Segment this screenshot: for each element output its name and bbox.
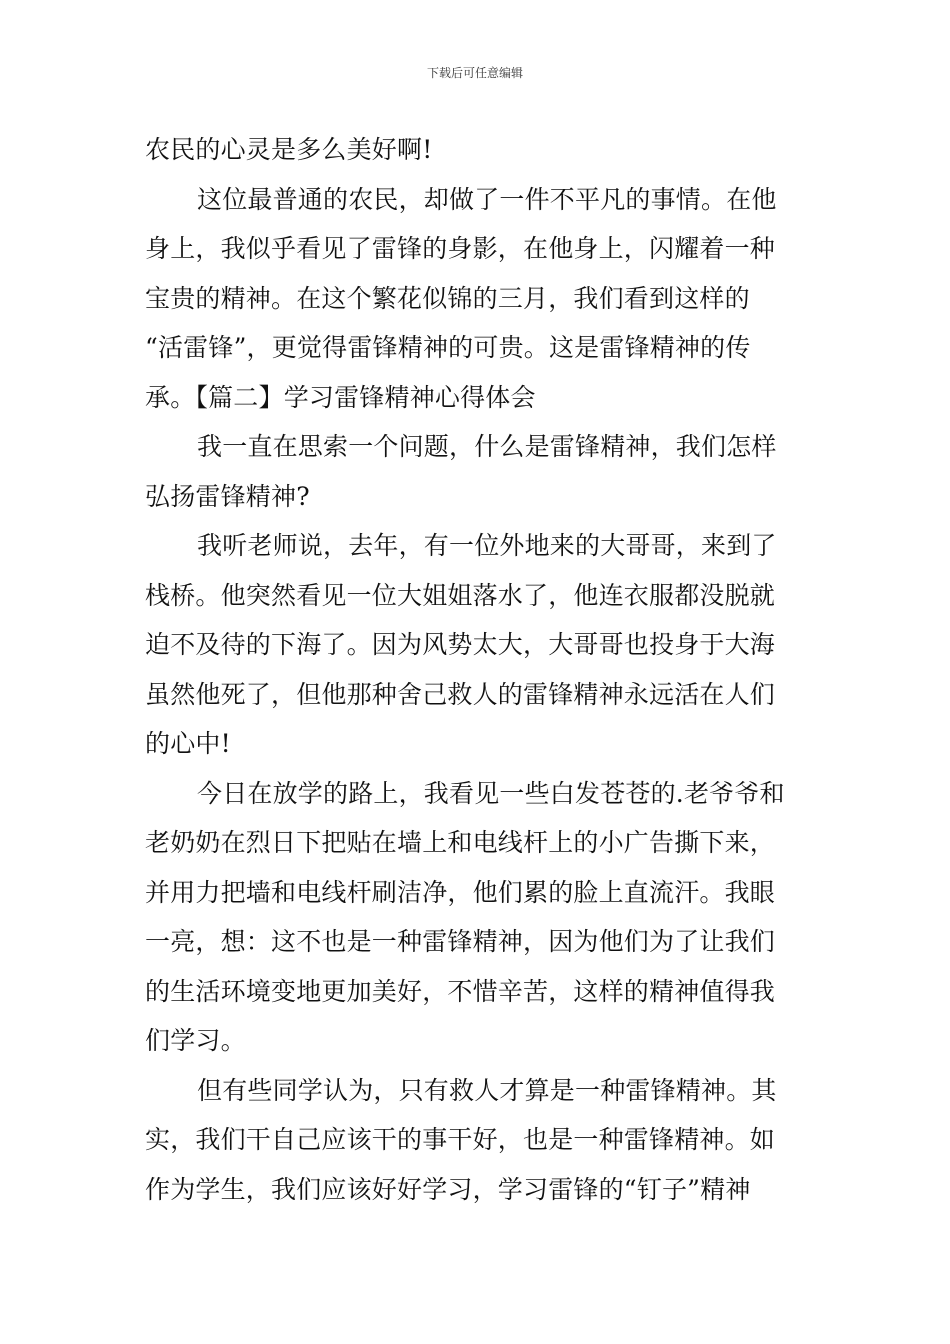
text-line: 栈桥。他突然看见一位大姐姐落水了，他连衣服都没脱就 <box>145 580 776 610</box>
text-line: 迫不及待的下海了。因为风势太大，大哥哥也投身于大海 <box>145 630 776 659</box>
text-line: 农民的心灵是多么美好啊! <box>145 135 433 164</box>
text-line: 们学习。 <box>145 1026 246 1055</box>
text-line: 实，我们干自己应该干的事干好，也是一种雷锋精神。如 <box>145 1125 776 1154</box>
document-body <box>145 125 810 1214</box>
text-line: 身上，我似乎看见了雷锋的身影，在他身上，闪耀着一种 <box>145 234 776 263</box>
text-line: 弘扬雷锋精神? <box>145 481 310 511</box>
text-line: 宝贵的精神。在这个繁花似锦的三月，我们看到这样的 <box>145 283 750 313</box>
paragraph-first-line: 但有些同学认为，只有救人才算是一种雷锋精神。其 <box>197 1075 777 1105</box>
paragraph-first-line: 这位最普通的农民，却做了一件不平凡的事情。在他 <box>197 184 777 214</box>
text-line: “活雷锋”，更觉得雷锋精神的可贵。这是雷锋精神的传 <box>145 333 751 362</box>
text-line: 的生活环境变地更加美好，不惜辛苦，这样的精神值得我 <box>145 976 776 1006</box>
page-header: 下载后可任意编辑 <box>426 66 523 80</box>
text-line: 承。【篇二】学习雷锋精神心得体会 <box>145 382 536 412</box>
paragraph-first-line: 我听老师说，去年，有一位外地来的大哥哥，来到了 <box>197 531 777 560</box>
text-line: 作为学生，我们应该好好学习，学习雷锋的“钉子”精神 <box>145 1174 751 1204</box>
text-line: 虽然他死了，但他那种舍己救人的雷锋精神永远活在人们 <box>145 679 776 709</box>
text-line: 的心中! <box>145 729 231 758</box>
text-line: 一亮，想：这不也是一种雷锋精神，因为他们为了让我们 <box>145 927 776 956</box>
paragraph-first-line: 我一直在思索一个问题，什么是雷锋精神，我们怎样 <box>197 432 777 461</box>
text-line: 并用力把墙和电线杆刷洁净，他们累的脸上直流汗。我眼 <box>145 877 776 907</box>
paragraph-first-line: 今日在放学的路上，我看见一些白发苍苍的.老爷爷和 <box>197 778 785 808</box>
text-line: 老奶奶在烈日下把贴在墙上和电线杆上的小广告撕下来， <box>145 828 776 857</box>
